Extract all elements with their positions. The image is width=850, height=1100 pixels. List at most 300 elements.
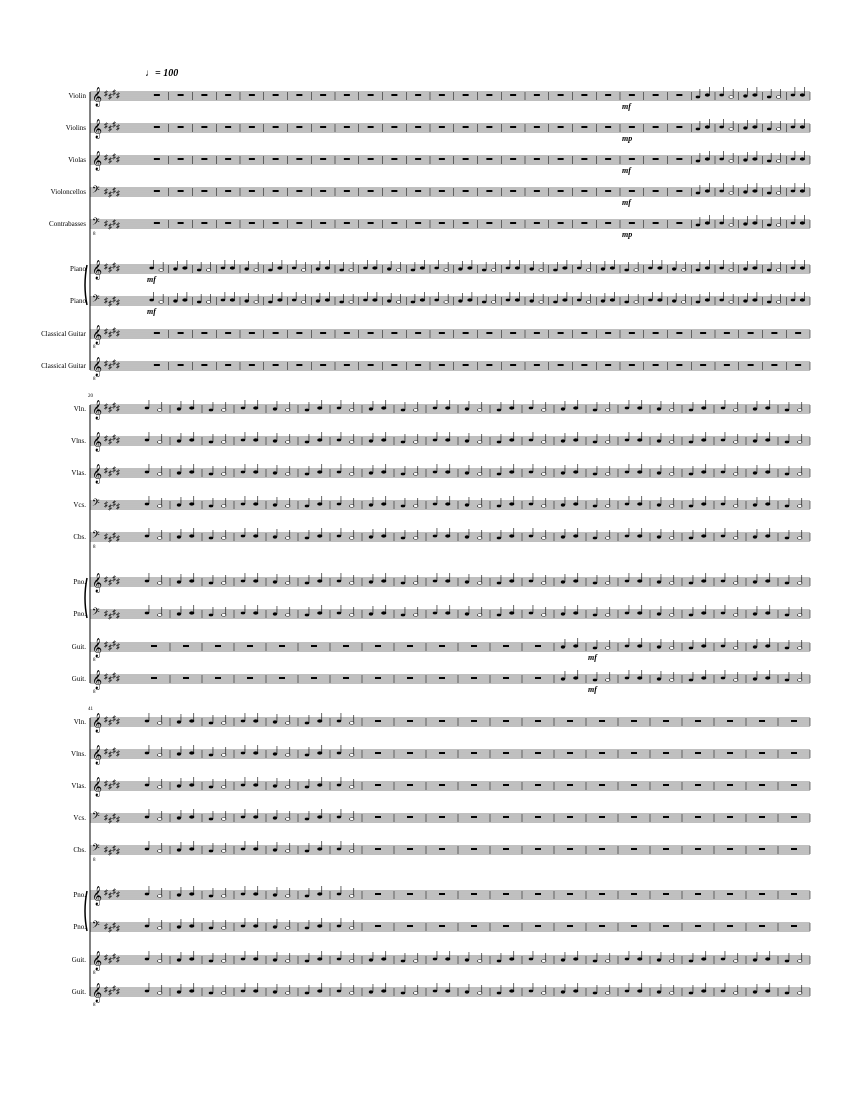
note-head <box>670 537 674 540</box>
key-sharp-icon: ♯ <box>104 747 108 756</box>
measure-rest <box>154 364 160 366</box>
measure-rest <box>415 364 421 366</box>
measure-rest <box>249 222 255 224</box>
note-head <box>414 473 418 476</box>
key-sharp-icon: ♯ <box>112 778 116 787</box>
note-head <box>593 409 597 412</box>
note-head <box>209 473 213 476</box>
key-sharp-icon: ♯ <box>112 326 116 335</box>
note-head <box>190 848 194 851</box>
measure-rest <box>154 158 160 160</box>
measure-rest <box>653 158 659 160</box>
treble-clef-icon: 𝄞 <box>92 951 103 970</box>
note-head <box>254 925 258 928</box>
measure-rest <box>631 816 637 818</box>
measure-rest <box>178 158 184 160</box>
note-head <box>337 612 341 615</box>
staff-label: Vlns. <box>71 750 86 758</box>
note-head <box>563 267 567 270</box>
note-head <box>222 409 226 412</box>
key-sharp-icon: ♯ <box>116 847 120 856</box>
measure-rest <box>795 364 801 366</box>
measure-rest <box>375 752 381 754</box>
note-head <box>729 224 733 227</box>
measure-rest <box>439 332 445 334</box>
treble-clef-icon: 𝄞 <box>92 151 103 170</box>
staff-label: Guit. <box>71 675 86 683</box>
note-head <box>625 407 629 410</box>
measure-rest <box>375 848 381 850</box>
note-head <box>561 678 565 681</box>
note-head <box>734 992 738 995</box>
measure-rest <box>653 126 659 128</box>
note-head <box>734 409 738 412</box>
note-head <box>373 299 377 302</box>
note-head <box>145 784 149 787</box>
staff-3 <box>71 777 810 797</box>
key-sharp-icon: ♯ <box>108 578 112 587</box>
measure-rest <box>503 677 509 679</box>
note-head <box>382 535 386 538</box>
octave-marker: 8 <box>93 858 96 863</box>
key-sharp-icon: ♯ <box>108 299 112 308</box>
note-head <box>254 535 258 538</box>
key-sharp-icon: ♯ <box>112 714 116 723</box>
note-head <box>286 786 290 789</box>
note-head <box>254 990 258 993</box>
note-head <box>197 301 201 304</box>
staff-8 <box>41 325 810 350</box>
measure-rest <box>225 94 231 96</box>
note-head <box>433 580 437 583</box>
measure-rest <box>724 332 730 334</box>
measure-rest <box>296 364 302 366</box>
note-head <box>800 190 804 193</box>
note-head <box>785 505 789 508</box>
note-head <box>350 895 354 898</box>
note-head <box>158 505 162 508</box>
note-head <box>670 582 674 585</box>
note-head <box>222 754 226 757</box>
note-head <box>433 535 437 538</box>
key-sharp-icon: ♯ <box>104 121 108 130</box>
note-head <box>286 537 290 540</box>
note-head <box>561 646 565 649</box>
note-head <box>190 990 194 993</box>
note-head <box>696 269 700 272</box>
note-head <box>721 503 725 506</box>
note-head <box>286 441 290 444</box>
note-head <box>190 752 194 755</box>
dynamic-marking: mf <box>147 275 156 284</box>
note-head <box>753 613 757 616</box>
measure-rest <box>599 893 605 895</box>
key-sharp-icon: ♯ <box>108 437 112 446</box>
note-head <box>719 158 723 161</box>
note-head <box>286 992 290 995</box>
measure-rest <box>700 332 706 334</box>
key-sharp-icon: ♯ <box>116 329 120 338</box>
note-head <box>209 960 213 963</box>
measure-rest <box>791 816 797 818</box>
measure-rest <box>503 784 509 786</box>
octave-marker: 8 <box>93 971 96 976</box>
note-head <box>593 679 597 682</box>
note-head <box>743 300 747 303</box>
bass-clef-icon: 𝄢 <box>92 216 100 230</box>
note-head <box>689 679 693 682</box>
measure-rest <box>759 784 765 786</box>
note-head <box>753 678 757 681</box>
measure-rest <box>510 364 516 366</box>
measure-rest <box>391 158 397 160</box>
note-head <box>222 537 226 540</box>
treble-clef-icon: 𝄞 <box>92 713 103 732</box>
note-head <box>337 503 341 506</box>
key-sharp-icon: ♯ <box>108 643 112 652</box>
note-head <box>396 301 400 304</box>
note-head <box>316 268 320 271</box>
note-head <box>158 960 162 963</box>
note-head <box>273 472 277 475</box>
measure-rest <box>407 645 413 647</box>
note-head <box>273 753 277 756</box>
measure-rest <box>486 222 492 224</box>
note-head <box>318 752 322 755</box>
note-head <box>753 94 757 97</box>
note-head <box>401 441 405 444</box>
note-head <box>241 784 245 787</box>
note-head <box>305 722 309 725</box>
note-head <box>254 958 258 961</box>
note-head <box>767 301 771 304</box>
note-head <box>241 752 245 755</box>
note-head <box>382 471 386 474</box>
note-head <box>648 267 652 270</box>
note-head <box>158 582 162 585</box>
note-head <box>753 299 757 302</box>
staff-4 <box>51 183 810 199</box>
note-head <box>625 990 629 993</box>
measure-rest <box>567 816 573 818</box>
measure-rest <box>407 816 413 818</box>
measure-rest <box>471 925 477 927</box>
note-head <box>606 473 610 476</box>
note-head <box>743 268 747 271</box>
note-head <box>798 992 802 995</box>
bass-clef-icon: 𝄢 <box>92 184 100 198</box>
note-head <box>689 614 693 617</box>
note-head <box>145 471 149 474</box>
key-sharp-icon: ♯ <box>116 298 120 307</box>
key-sharp-icon: ♯ <box>116 221 120 230</box>
key-sharp-icon: ♯ <box>112 218 116 227</box>
staff-label: Guit. <box>71 956 86 964</box>
note-head <box>337 580 341 583</box>
note-head <box>337 439 341 442</box>
staff-7 <box>70 292 810 308</box>
note-head <box>465 504 469 507</box>
note-head <box>634 301 638 304</box>
note-head <box>318 990 322 993</box>
note-head <box>753 408 757 411</box>
note-head <box>657 646 661 649</box>
staff-label: Vlas. <box>71 469 86 477</box>
note-head <box>337 720 341 723</box>
note-head <box>305 537 309 540</box>
note-head <box>369 959 373 962</box>
measure-rest <box>534 222 540 224</box>
note-head <box>721 407 725 410</box>
note-head <box>177 721 181 724</box>
note-head <box>638 958 642 961</box>
staff-7 <box>73 918 810 934</box>
note-head <box>316 300 320 303</box>
note-head <box>638 471 642 474</box>
note-head <box>766 535 770 538</box>
note-head <box>158 537 162 540</box>
measure-rest <box>391 126 397 128</box>
measure-rest <box>676 222 682 224</box>
treble-clef-icon: 𝄞 <box>92 325 103 344</box>
measure-rest <box>663 893 669 895</box>
note-head <box>350 754 354 757</box>
note-head <box>601 268 605 271</box>
note-head <box>776 301 780 304</box>
note-head <box>458 300 462 303</box>
note-head <box>369 504 373 507</box>
note-head <box>798 537 802 540</box>
treble-clef-icon: 𝄞 <box>92 983 103 1002</box>
note-head <box>529 471 533 474</box>
note-head <box>776 96 780 99</box>
note-head <box>222 927 226 930</box>
measure-rest <box>534 94 540 96</box>
note-head <box>785 582 789 585</box>
note-head <box>638 580 642 583</box>
note-head <box>800 299 804 302</box>
key-sharp-icon: ♯ <box>116 264 120 273</box>
note-head <box>625 535 629 538</box>
note-head <box>785 537 789 540</box>
note-head <box>753 646 757 649</box>
note-head <box>753 190 757 193</box>
note-head <box>411 301 415 304</box>
key-sharp-icon: ♯ <box>108 156 112 165</box>
note-head <box>254 816 258 819</box>
measure-rest <box>567 752 573 754</box>
dynamic-marking: mf <box>622 102 631 111</box>
measure-rest <box>320 126 326 128</box>
note-head <box>529 407 533 410</box>
note-head <box>221 299 225 302</box>
note-head <box>273 721 277 724</box>
note-head <box>190 720 194 723</box>
note-head <box>190 816 194 819</box>
note-head <box>800 94 804 97</box>
measure-rest <box>344 364 350 366</box>
note-head <box>318 535 322 538</box>
note-head <box>273 581 277 584</box>
measure-rest <box>407 677 413 679</box>
note-head <box>433 990 437 993</box>
note-head <box>286 960 290 963</box>
note-head <box>465 440 469 443</box>
note-head <box>465 613 469 616</box>
note-head <box>574 439 578 442</box>
measure-rest <box>344 332 350 334</box>
measure-rest <box>695 848 701 850</box>
measure-rest <box>415 94 421 96</box>
dynamic-marking: mp <box>622 134 633 143</box>
note-head <box>401 582 405 585</box>
note-head <box>497 473 501 476</box>
note-head <box>273 849 277 852</box>
bass-clef-icon: 𝄢 <box>92 810 100 824</box>
note-head <box>286 473 290 476</box>
measure-rest <box>695 816 701 818</box>
note-head <box>145 580 149 583</box>
note-head <box>638 407 642 410</box>
key-sharp-icon: ♯ <box>104 575 108 584</box>
measure-rest <box>510 190 516 192</box>
note-head <box>318 612 322 615</box>
key-sharp-icon: ♯ <box>116 436 120 445</box>
note-head <box>158 409 162 412</box>
key-sharp-icon: ♯ <box>116 924 120 933</box>
note-head <box>190 580 194 583</box>
note-head <box>705 158 709 161</box>
measure-rest <box>247 645 253 647</box>
measure-rest <box>727 893 733 895</box>
note-head <box>785 679 789 682</box>
note-head <box>286 850 290 853</box>
measure-rest <box>368 126 374 128</box>
note-head <box>222 818 226 821</box>
note-head <box>734 582 738 585</box>
measure-rest <box>201 94 207 96</box>
note-head <box>510 612 514 615</box>
measure-rest <box>471 893 477 895</box>
measure-rest <box>534 126 540 128</box>
note-head <box>798 679 802 682</box>
measure-rest <box>407 720 413 722</box>
measure-rest <box>581 94 587 96</box>
note-head <box>542 537 546 540</box>
note-head <box>292 267 296 270</box>
note-head <box>414 582 418 585</box>
measure-rest <box>534 190 540 192</box>
measure-rest <box>391 364 397 366</box>
note-head <box>209 722 213 725</box>
measure-rest <box>486 94 492 96</box>
note-head <box>158 818 162 821</box>
measure-rest <box>558 94 564 96</box>
note-head <box>593 505 597 508</box>
note-head <box>696 96 700 99</box>
key-sharp-icon: ♯ <box>108 956 112 965</box>
staff-3 <box>71 464 810 484</box>
note-head <box>743 95 747 98</box>
note-head <box>221 267 225 270</box>
note-head <box>702 645 706 648</box>
measure-rest <box>581 158 587 160</box>
measure-rest <box>558 332 564 334</box>
note-head <box>638 612 642 615</box>
staff-6 <box>73 886 810 906</box>
treble-clef-icon: 𝄞 <box>92 357 103 376</box>
key-sharp-icon: ♯ <box>108 612 112 621</box>
measure-rest <box>320 94 326 96</box>
note-head <box>657 581 661 584</box>
note-head <box>222 850 226 853</box>
measure-rest <box>320 332 326 334</box>
measure-rest <box>471 784 477 786</box>
measure-rest <box>368 364 374 366</box>
dynamic-marking: mf <box>147 307 156 316</box>
key-sharp-icon: ♯ <box>108 891 112 900</box>
note-head <box>241 612 245 615</box>
note-head <box>705 94 709 97</box>
measure-rest <box>178 222 184 224</box>
note-head <box>606 992 610 995</box>
octave-marker: 8 <box>93 345 96 350</box>
measure-rest <box>463 94 469 96</box>
key-sharp-icon: ♯ <box>116 577 120 586</box>
measure-rest <box>486 364 492 366</box>
measure-rest <box>215 645 221 647</box>
note-head <box>670 473 674 476</box>
note-head <box>593 960 597 963</box>
key-sharp-icon: ♯ <box>116 468 120 477</box>
treble-clef-icon: 𝄞 <box>92 464 103 483</box>
note-head <box>672 300 676 303</box>
measure-rest <box>296 94 302 96</box>
measure-rest <box>535 752 541 754</box>
staff-label: Guit. <box>71 643 86 651</box>
note-head <box>387 268 391 271</box>
measure-rest <box>695 893 701 895</box>
note-head <box>657 408 661 411</box>
note-head <box>743 159 747 162</box>
note-head <box>209 582 213 585</box>
note-head <box>292 299 296 302</box>
measure-rest <box>503 645 509 647</box>
note-head <box>206 301 210 304</box>
note-head <box>638 677 642 680</box>
key-sharp-icon: ♯ <box>112 295 116 304</box>
measure-rest <box>534 332 540 334</box>
note-head <box>593 582 597 585</box>
key-sharp-icon: ♯ <box>112 261 116 270</box>
staff-2 <box>71 432 810 452</box>
note-head <box>190 925 194 928</box>
note-head <box>305 409 309 412</box>
key-sharp-icon: ♯ <box>108 750 112 759</box>
measure-rest <box>320 158 326 160</box>
key-sharp-icon: ♯ <box>112 812 116 821</box>
note-head <box>337 784 341 787</box>
note-head <box>278 299 282 302</box>
key-sharp-icon: ♯ <box>112 531 116 540</box>
note-head <box>465 959 469 962</box>
note-head <box>753 158 757 161</box>
measure-rest <box>503 720 509 722</box>
note-head <box>433 503 437 506</box>
measure-rest <box>727 925 733 927</box>
note-head <box>222 960 226 963</box>
octave-marker: 8 <box>93 232 96 237</box>
